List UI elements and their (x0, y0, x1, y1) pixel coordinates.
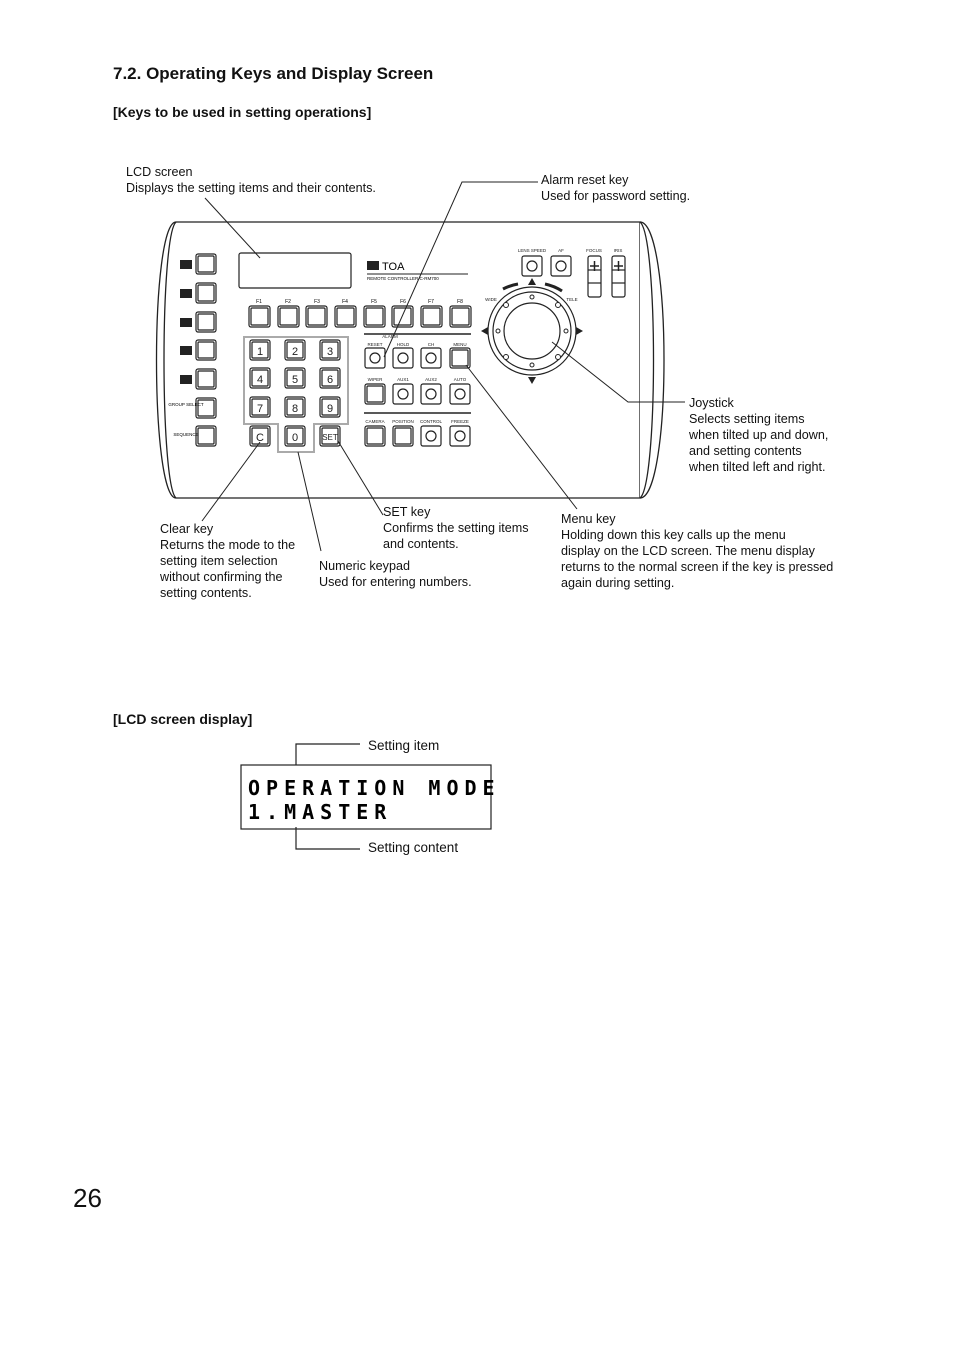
callout-title: Numeric keypad (319, 559, 410, 573)
callout-title: LCD screen (126, 165, 193, 179)
callout-title: Joystick (689, 396, 734, 410)
lens-speed-label: LENS SPEED (517, 248, 547, 253)
callout-desc: Used for entering numbers. (319, 575, 472, 589)
f-key-label: F5 (371, 299, 377, 305)
control-label: CONTROL (419, 419, 443, 424)
group-select-label: GROUP SELECT (168, 402, 204, 407)
f-key-label: F8 (457, 299, 463, 305)
brand-label: TOA (382, 261, 405, 273)
iris-label: IRIS (613, 248, 623, 253)
screen-split-icons (180, 260, 192, 384)
lcd-heading: [LCD screen display] (113, 711, 253, 727)
reset-label: RESET (367, 342, 383, 347)
af-label: AF (558, 248, 564, 253)
callout-title: SET key (383, 505, 431, 519)
callout-desc: Selects setting items (689, 412, 805, 426)
aux1-label: AUX1 (397, 377, 409, 382)
callout-title: Menu key (561, 512, 616, 526)
auto-label: AUTO (453, 377, 467, 382)
f-key-label: F3 (314, 299, 320, 305)
aux2-label: AUX2 (425, 377, 437, 382)
model-label: REMOTE CONTROLLER C-RM700 (367, 276, 439, 281)
plus-icon (590, 261, 623, 271)
key-7: 7 (256, 403, 264, 415)
key-2: 2 (291, 346, 299, 358)
alarm-keys (365, 348, 470, 446)
key-3: 3 (326, 346, 334, 358)
key-c: C (256, 432, 264, 444)
leader-lines (202, 182, 685, 551)
callout-desc: without confirming the (160, 570, 283, 584)
tele-label: TELE (566, 297, 578, 302)
menu-label: MENU (453, 342, 467, 347)
callout-desc: returns to the normal screen if the key is pressed (561, 560, 834, 574)
function-keys (249, 299, 471, 327)
lcd-line-2: 1.MASTER (248, 800, 393, 824)
callout-desc: Used for password setting. (541, 189, 691, 203)
callout-desc: Displays the setting items and their contents. (126, 181, 376, 195)
keys-heading: [Keys to be used in setting operations] (113, 104, 372, 120)
f-key-label: F7 (428, 299, 434, 305)
callout-desc: setting contents. (160, 586, 252, 600)
camera-label: CAMERA (365, 419, 385, 424)
callout-desc: Returns the mode to the (160, 538, 296, 552)
hold-label: HOLD (396, 342, 410, 347)
f-key-label: F2 (285, 299, 291, 305)
lcd-line-1: OPERATION MODE (248, 776, 501, 800)
callout-desc: and setting contents (689, 444, 802, 458)
device-lcd-screen (239, 253, 351, 288)
alarm-label: ALARM (382, 334, 398, 339)
freeze-label: FREEZE (451, 419, 469, 424)
key-1: 1 (256, 346, 264, 358)
f-key-label: F4 (342, 299, 348, 305)
f-key-label: F6 (400, 299, 406, 305)
section-title: 7.2. Operating Keys and Display Screen (113, 64, 434, 83)
key-set: SET (322, 433, 338, 442)
wide-label: WIDE (485, 297, 497, 302)
callout-desc: when tilted left and right. (689, 460, 826, 474)
wiper-label: WIPER (367, 377, 383, 382)
key-9: 9 (326, 403, 334, 415)
callout-desc: Confirms the setting items (383, 521, 529, 535)
joystick (481, 278, 583, 384)
callout-desc: Holding down this key calls up the menu (561, 528, 786, 542)
toa-logo-icon (367, 261, 379, 270)
callout-desc: again during setting. (561, 576, 675, 590)
callout-title: Clear key (160, 522, 214, 536)
page-number: 26 (73, 1183, 102, 1213)
callout-desc: display on the LCD screen. The menu display (561, 544, 815, 558)
ch-label: CH (427, 342, 435, 347)
left-key-column (196, 254, 216, 446)
key-4: 4 (256, 374, 264, 386)
f-key-label: F1 (256, 299, 262, 305)
key-6: 6 (326, 374, 334, 386)
callout-desc: setting item selection (160, 554, 278, 568)
key-8: 8 (291, 403, 299, 415)
setting-content-label: Setting content (368, 840, 459, 855)
position-label: POSITION (392, 419, 414, 424)
callout-desc: and contents. (383, 537, 459, 551)
focus-label: FOCUS (586, 248, 602, 253)
callout-desc: when tilted up and down, (689, 428, 829, 442)
setting-item-label: Setting item (368, 738, 440, 753)
key-5: 5 (291, 374, 299, 386)
callout-title: Alarm reset key (541, 173, 629, 187)
sequence-label: SEQUENCE (173, 432, 199, 437)
key-0: 0 (291, 432, 299, 444)
